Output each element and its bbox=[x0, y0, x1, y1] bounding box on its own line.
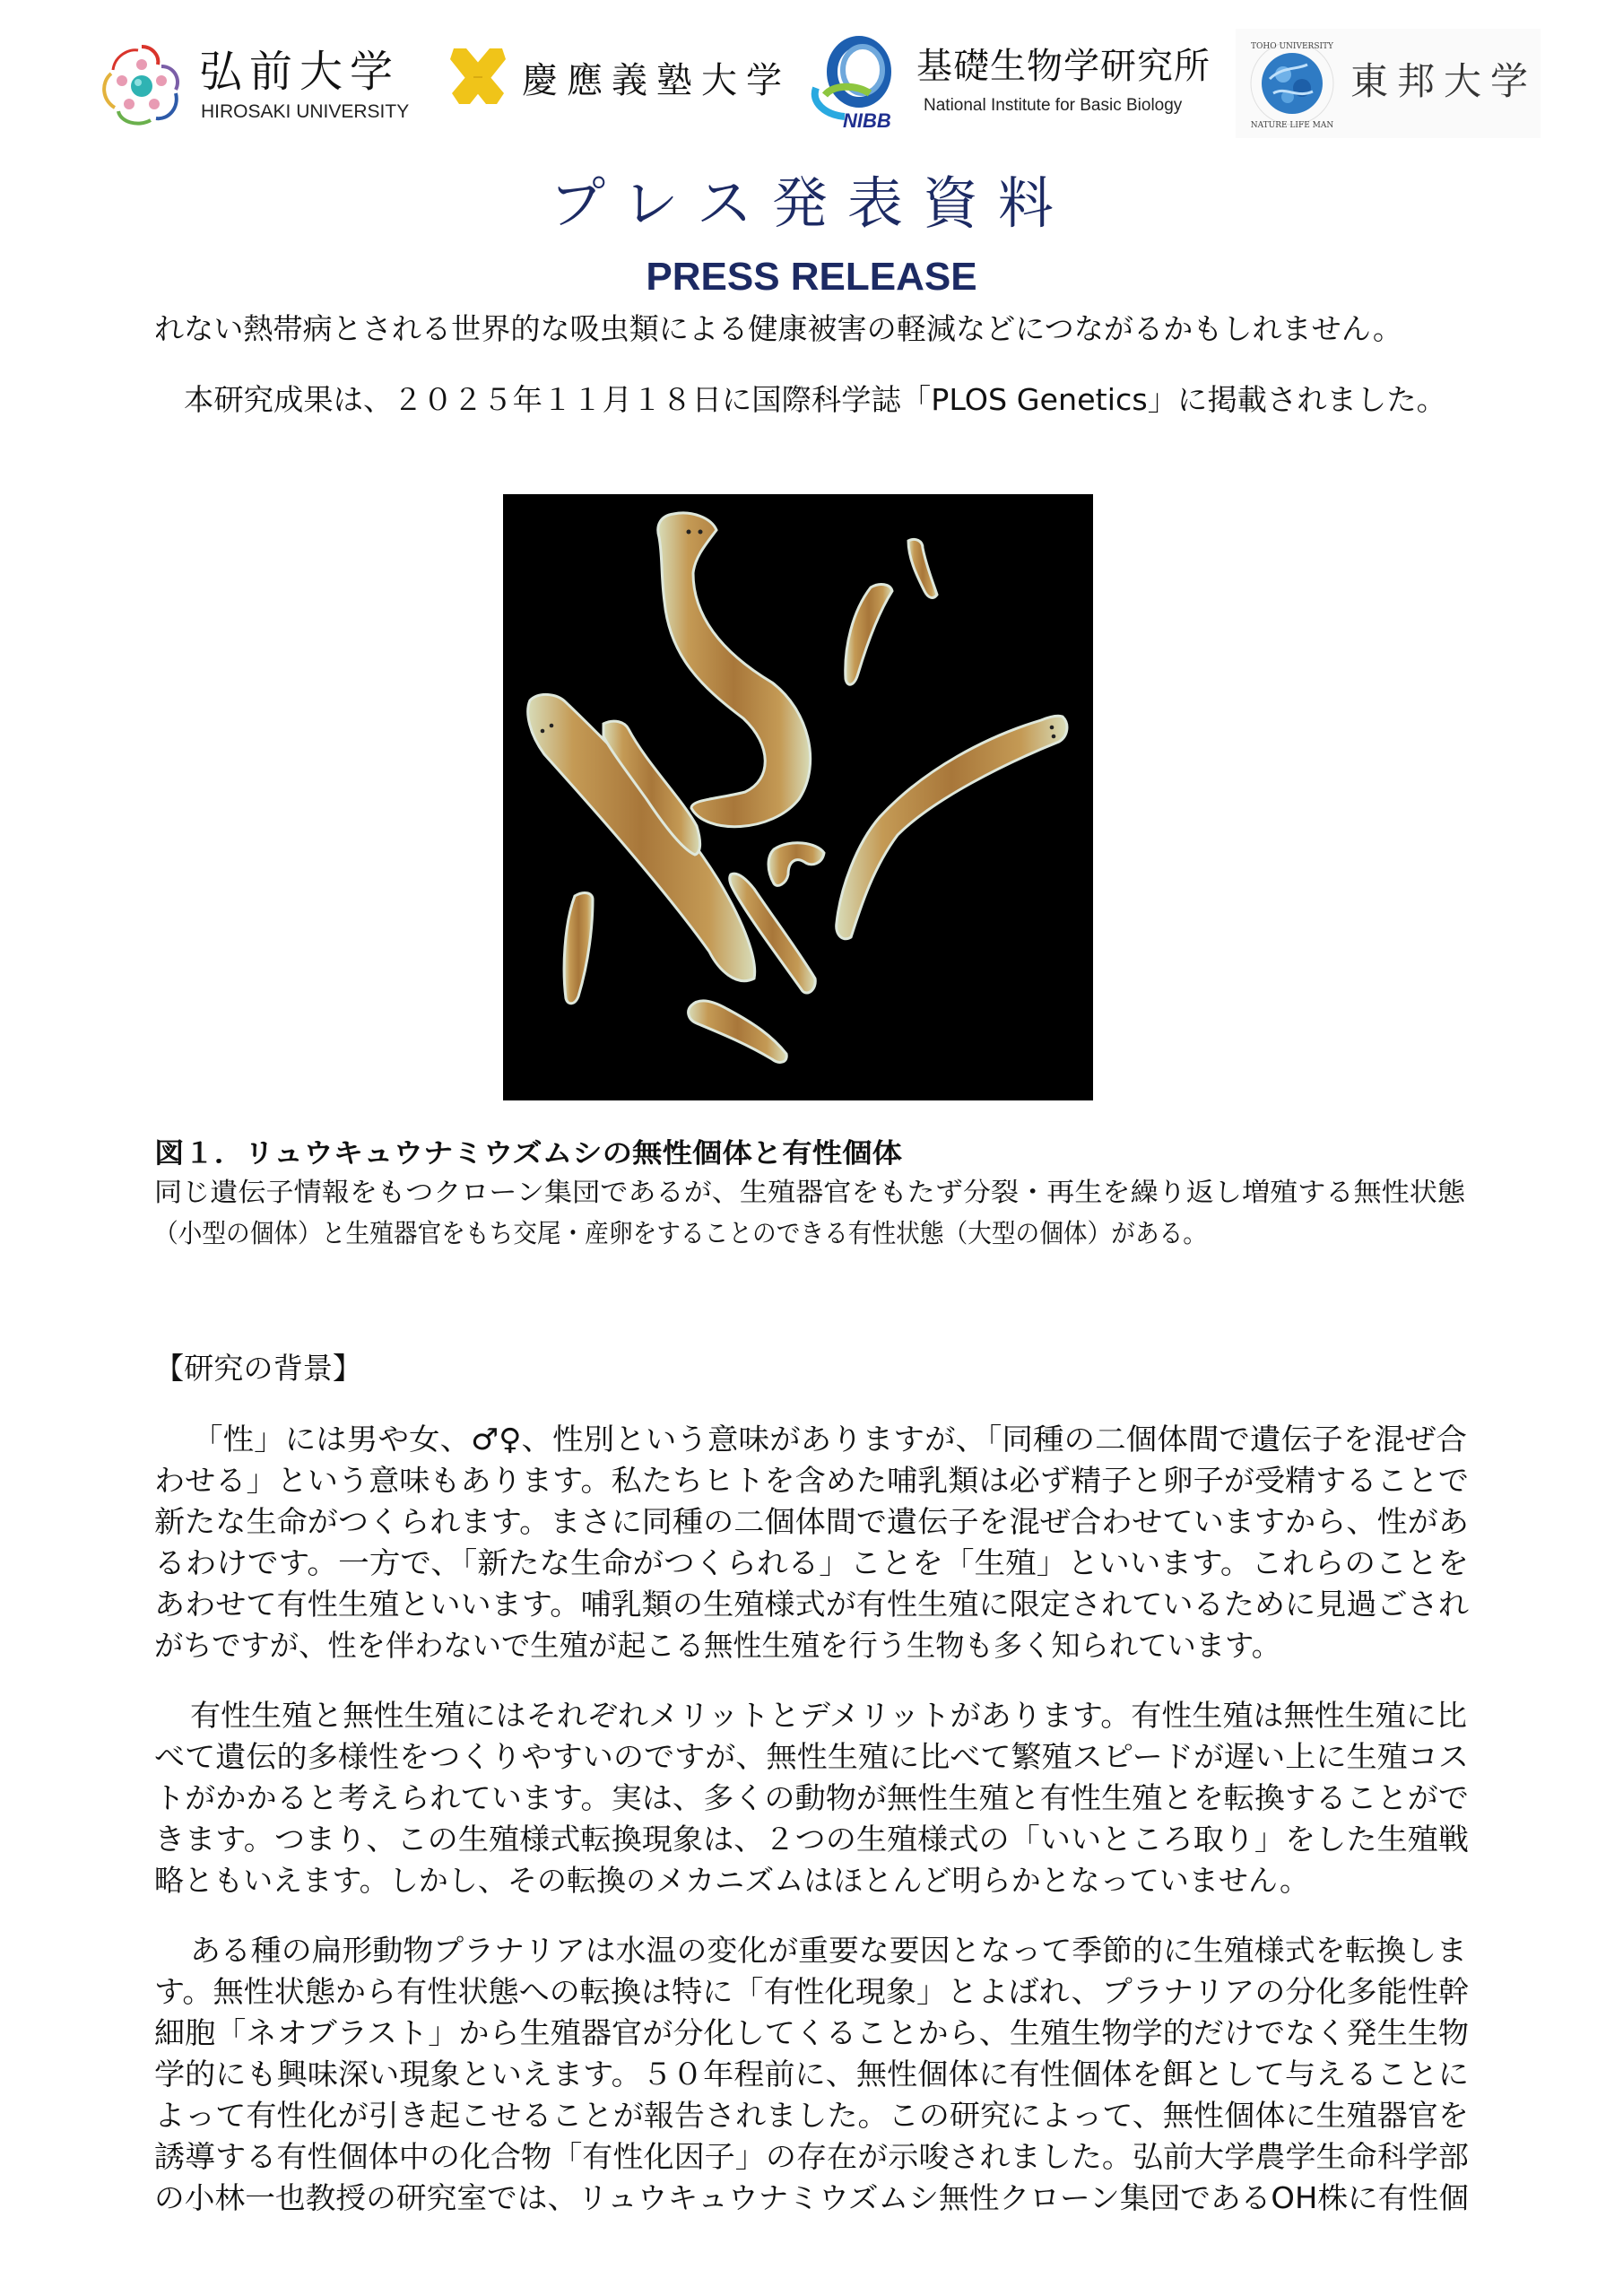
toho-ring-bottom-text: NATURE LIFE MAN bbox=[1250, 121, 1334, 130]
page-title-jp: プレス発表資料 bbox=[550, 170, 1073, 236]
paragraph-line: の小林一也教授の研究室では、リュウキュウナミウズムシ無性クローン集団であるOH株に有性個 bbox=[154, 2180, 1469, 2215]
planarian-worm bbox=[689, 1001, 787, 1063]
hirosaki-university-logo bbox=[90, 25, 412, 142]
paragraph-line: 有性生殖と無性生殖にはそれぞれメリットとデメリットがあります。有性生殖は無性生殖に比 bbox=[190, 1698, 1467, 1733]
nibb-name-jp: 基礎生物学研究所 bbox=[916, 46, 1211, 87]
figure-caption-line-1: 同じ遺伝子情報をもつクローン集団であるが、生殖器官をもたず分裂・再生を繰り返し増殖する無性状態 bbox=[154, 1177, 1465, 1207]
hirosaki-name-jp: 弘前大学 bbox=[199, 47, 401, 97]
nibb-logo bbox=[807, 25, 1228, 142]
planarian-worm bbox=[658, 513, 811, 827]
paragraph-line: 新たな生命がつくられます。まさに同種の二個体間で遺伝子を混ぜ合わせていますから、性があ bbox=[154, 1504, 1470, 1539]
hirosaki-name-en: HIROSAKI UNIVERSITY bbox=[201, 101, 410, 122]
paragraph-line: 誘導する有性個体中の化合物「有性化因子」の存在が示唆されました。弘前大学農学生命科学部 bbox=[154, 2139, 1469, 2174]
toho-ring-top-text: TOHO UNIVERSITY bbox=[1251, 42, 1333, 51]
nibb-ring-icon bbox=[807, 34, 906, 133]
hirosaki-plum-blossom-icon bbox=[97, 39, 187, 129]
paragraph-line: ある種の扁形動物プラナリアは水温の変化が重要な要因となって季節的に生殖様式を転換しま bbox=[190, 1933, 1467, 1968]
paragraph-line: がちですが、性を伴わないで生殖が起こる無性生殖を行う生物も多く知られています。 bbox=[154, 1628, 1280, 1663]
paragraph-line: べて遺伝的多様性をつくりやすいのですが、無性生殖に比べて繁殖スピードが遅い上に生殖コス bbox=[154, 1739, 1469, 1774]
paragraph-line: 学的にも興味深い現象といえます。５０年程前に、無性個体に有性個体を餌として与えることに bbox=[154, 2057, 1470, 2092]
paragraph-line: 細胞「ネオブラスト」から生殖器官が分化してくることから、生殖生物学的だけでなく発生生物 bbox=[154, 2015, 1470, 2050]
planarian-worm bbox=[564, 893, 593, 1004]
keio-crossed-pens-icon bbox=[447, 45, 509, 108]
paragraph-line: るわけです。一方で、「新たな生命がつくられる」ことを「生殖」といいます。これらのことを bbox=[154, 1545, 1469, 1580]
nibb-name-en: National Institute for Basic Biology bbox=[924, 96, 1183, 115]
planarian-worm bbox=[768, 843, 824, 886]
planarian-worm bbox=[837, 716, 1067, 939]
planarian-figure-image bbox=[503, 494, 1093, 1100]
nibb-mark-text: NIBB bbox=[843, 109, 891, 132]
planarian-photo bbox=[503, 494, 1093, 1100]
paragraph-line: 略ともいえます。しかし、その転換のメカニズムはほとんど明らかとなっていません。 bbox=[154, 1863, 1309, 1898]
figure-caption-line-2: （小型の個体）と生殖器官をもち交尾・産卵をすることのできる有性状態（大型の個体）がある。 bbox=[154, 1218, 1207, 1248]
planarian-worm bbox=[908, 539, 937, 597]
paragraph-line: 「性」には男や女、♂♀、性別という意味がありますが、「同種の二個体間で遺伝子を混ぜ合 bbox=[192, 1422, 1467, 1457]
figure-caption-title: 図１．リュウキュウナミウズムシの無性個体と有性個体 bbox=[154, 1138, 902, 1170]
keio-name-jp: 慶應義塾大学 bbox=[522, 60, 791, 101]
section-heading: 【研究の背景】 bbox=[154, 1351, 362, 1386]
toho-emblem-icon bbox=[1243, 34, 1341, 133]
page-title-en: PRESS RELEASE bbox=[646, 255, 977, 299]
toho-university-logo bbox=[1236, 29, 1541, 138]
intro-line-1: れない熱帯病とされる世界的な吸虫類による健康被害の軽減などにつながるかもしれません。 bbox=[154, 311, 1402, 346]
keio-university-logo bbox=[439, 25, 798, 142]
planarian-worm bbox=[846, 585, 892, 685]
logo-band bbox=[90, 25, 1542, 142]
paragraph-line: よって有性化が引き起こせることが報告されました。この研究によって、無性個体に生殖器官を bbox=[154, 2098, 1470, 2133]
paragraph-line: わせる」という意味もあります。私たちヒトを含めた哺乳類は必ず精子と卵子が受精することで bbox=[154, 1463, 1470, 1498]
paragraph-line: きます。つまり、この生殖様式転換現象は、２つの生殖様式の「いいところ取り」をした生殖戦 bbox=[154, 1822, 1470, 1857]
intro-line-2: 本研究成果は、２０２５年１１月１８日に国際科学誌「PLOS Genetics」に掲載されました。 bbox=[184, 382, 1446, 417]
planarian-worm bbox=[528, 694, 755, 980]
toho-name-jp: 東邦大学 bbox=[1350, 59, 1538, 103]
paragraph-line: あわせて有性生殖といいます。哺乳類の生殖様式が有性生殖に限定されているために見過ごされ bbox=[154, 1587, 1470, 1622]
paragraph-line: トがかかると考えられています。実は、多くの動物が無性生殖と有性生殖とを転換することがで bbox=[154, 1780, 1470, 1815]
paragraph-line: す。無性状態から有性状態への転換は特に「有性化現象」とよばれ、プラナリアの分化多能性幹 bbox=[154, 1974, 1470, 2009]
